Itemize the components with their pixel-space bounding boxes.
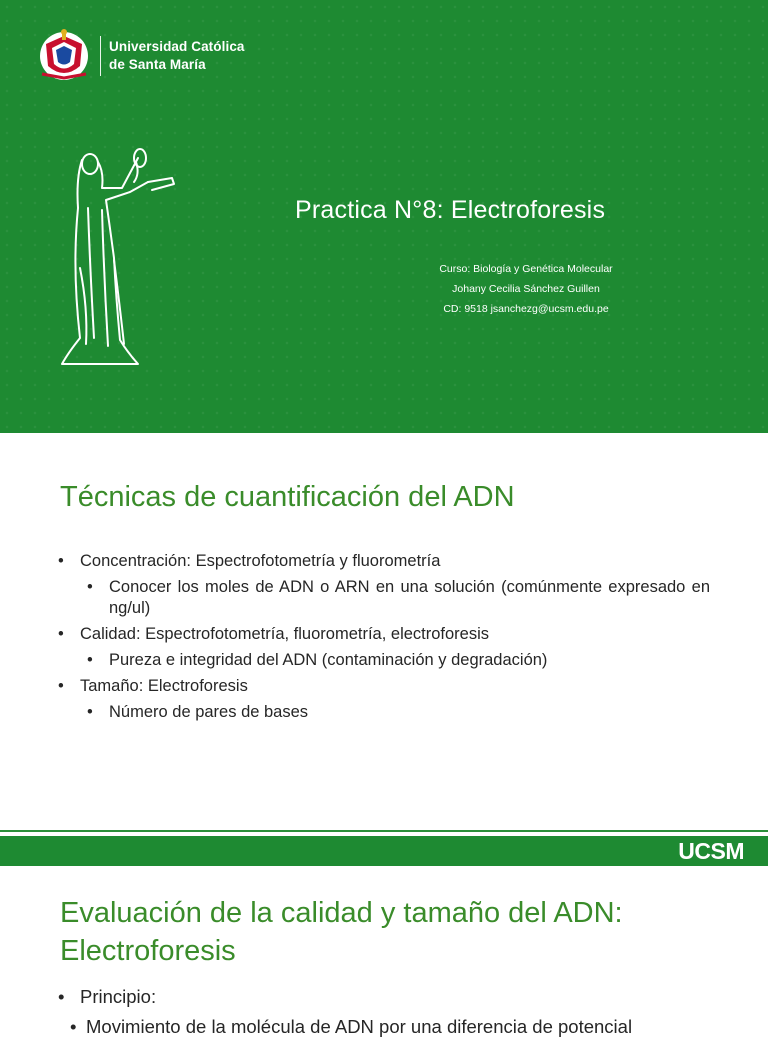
- electrophoresis-slide: [0, 866, 768, 1037]
- virgin-statue-icon: [58, 148, 180, 370]
- list-subitem: • Conocer los moles de ADN o ARN en una solución (comúnmente expresado en ng/ul): [58, 577, 710, 619]
- slide-title-line2: Electroforesis: [60, 935, 236, 967]
- author-contact: CD: 9518 jsanchezg@ucsm.edu.pe: [443, 303, 609, 315]
- university-logo: [36, 26, 245, 86]
- university-name-line2: de Santa María: [109, 57, 206, 72]
- quantification-slide: [0, 433, 768, 835]
- university-name: [109, 38, 245, 74]
- list-item: • Tamaño: Electroforesis: [58, 676, 710, 697]
- presentation-info: [376, 259, 676, 319]
- course-label: Curso: Biología y Genética Molecular: [439, 263, 613, 275]
- slide-footer: [0, 836, 768, 866]
- list-subitem: • Movimiento de la molécula de ADN por una diferencia de potencial: [58, 1014, 748, 1040]
- list-item: • Calidad: Espectrofotometría, fluorometría, electroforesis: [58, 624, 710, 645]
- list-item: • Principio:: [58, 984, 748, 1010]
- footer-divider: [0, 830, 768, 832]
- bullet-list: [58, 984, 748, 1040]
- list-subitem: • Pureza e integridad del ADN (contaminación y degradación): [58, 650, 710, 671]
- presentation-title: Practica N°8: Electroforesis: [295, 196, 606, 224]
- slide-title-line1: Evaluación de la calidad y tamaño del ADN:: [60, 897, 623, 929]
- title-slide: [0, 0, 768, 433]
- slide-title: [60, 894, 740, 970]
- author-name: Johany Cecilia Sánchez Guillen: [452, 283, 600, 295]
- list-item: • Concentración: Espectrofotometría y fluorometría: [58, 551, 710, 572]
- slide-title: Técnicas de cuantificación del ADN: [60, 481, 515, 513]
- university-name-line1: Universidad Católica: [109, 39, 245, 54]
- bullet-list: [58, 551, 710, 728]
- university-crest-icon: [36, 26, 92, 86]
- ucsm-logo: UCSM: [678, 838, 744, 864]
- logo-divider: [100, 36, 101, 76]
- list-subitem: • Número de pares de bases: [58, 702, 710, 723]
